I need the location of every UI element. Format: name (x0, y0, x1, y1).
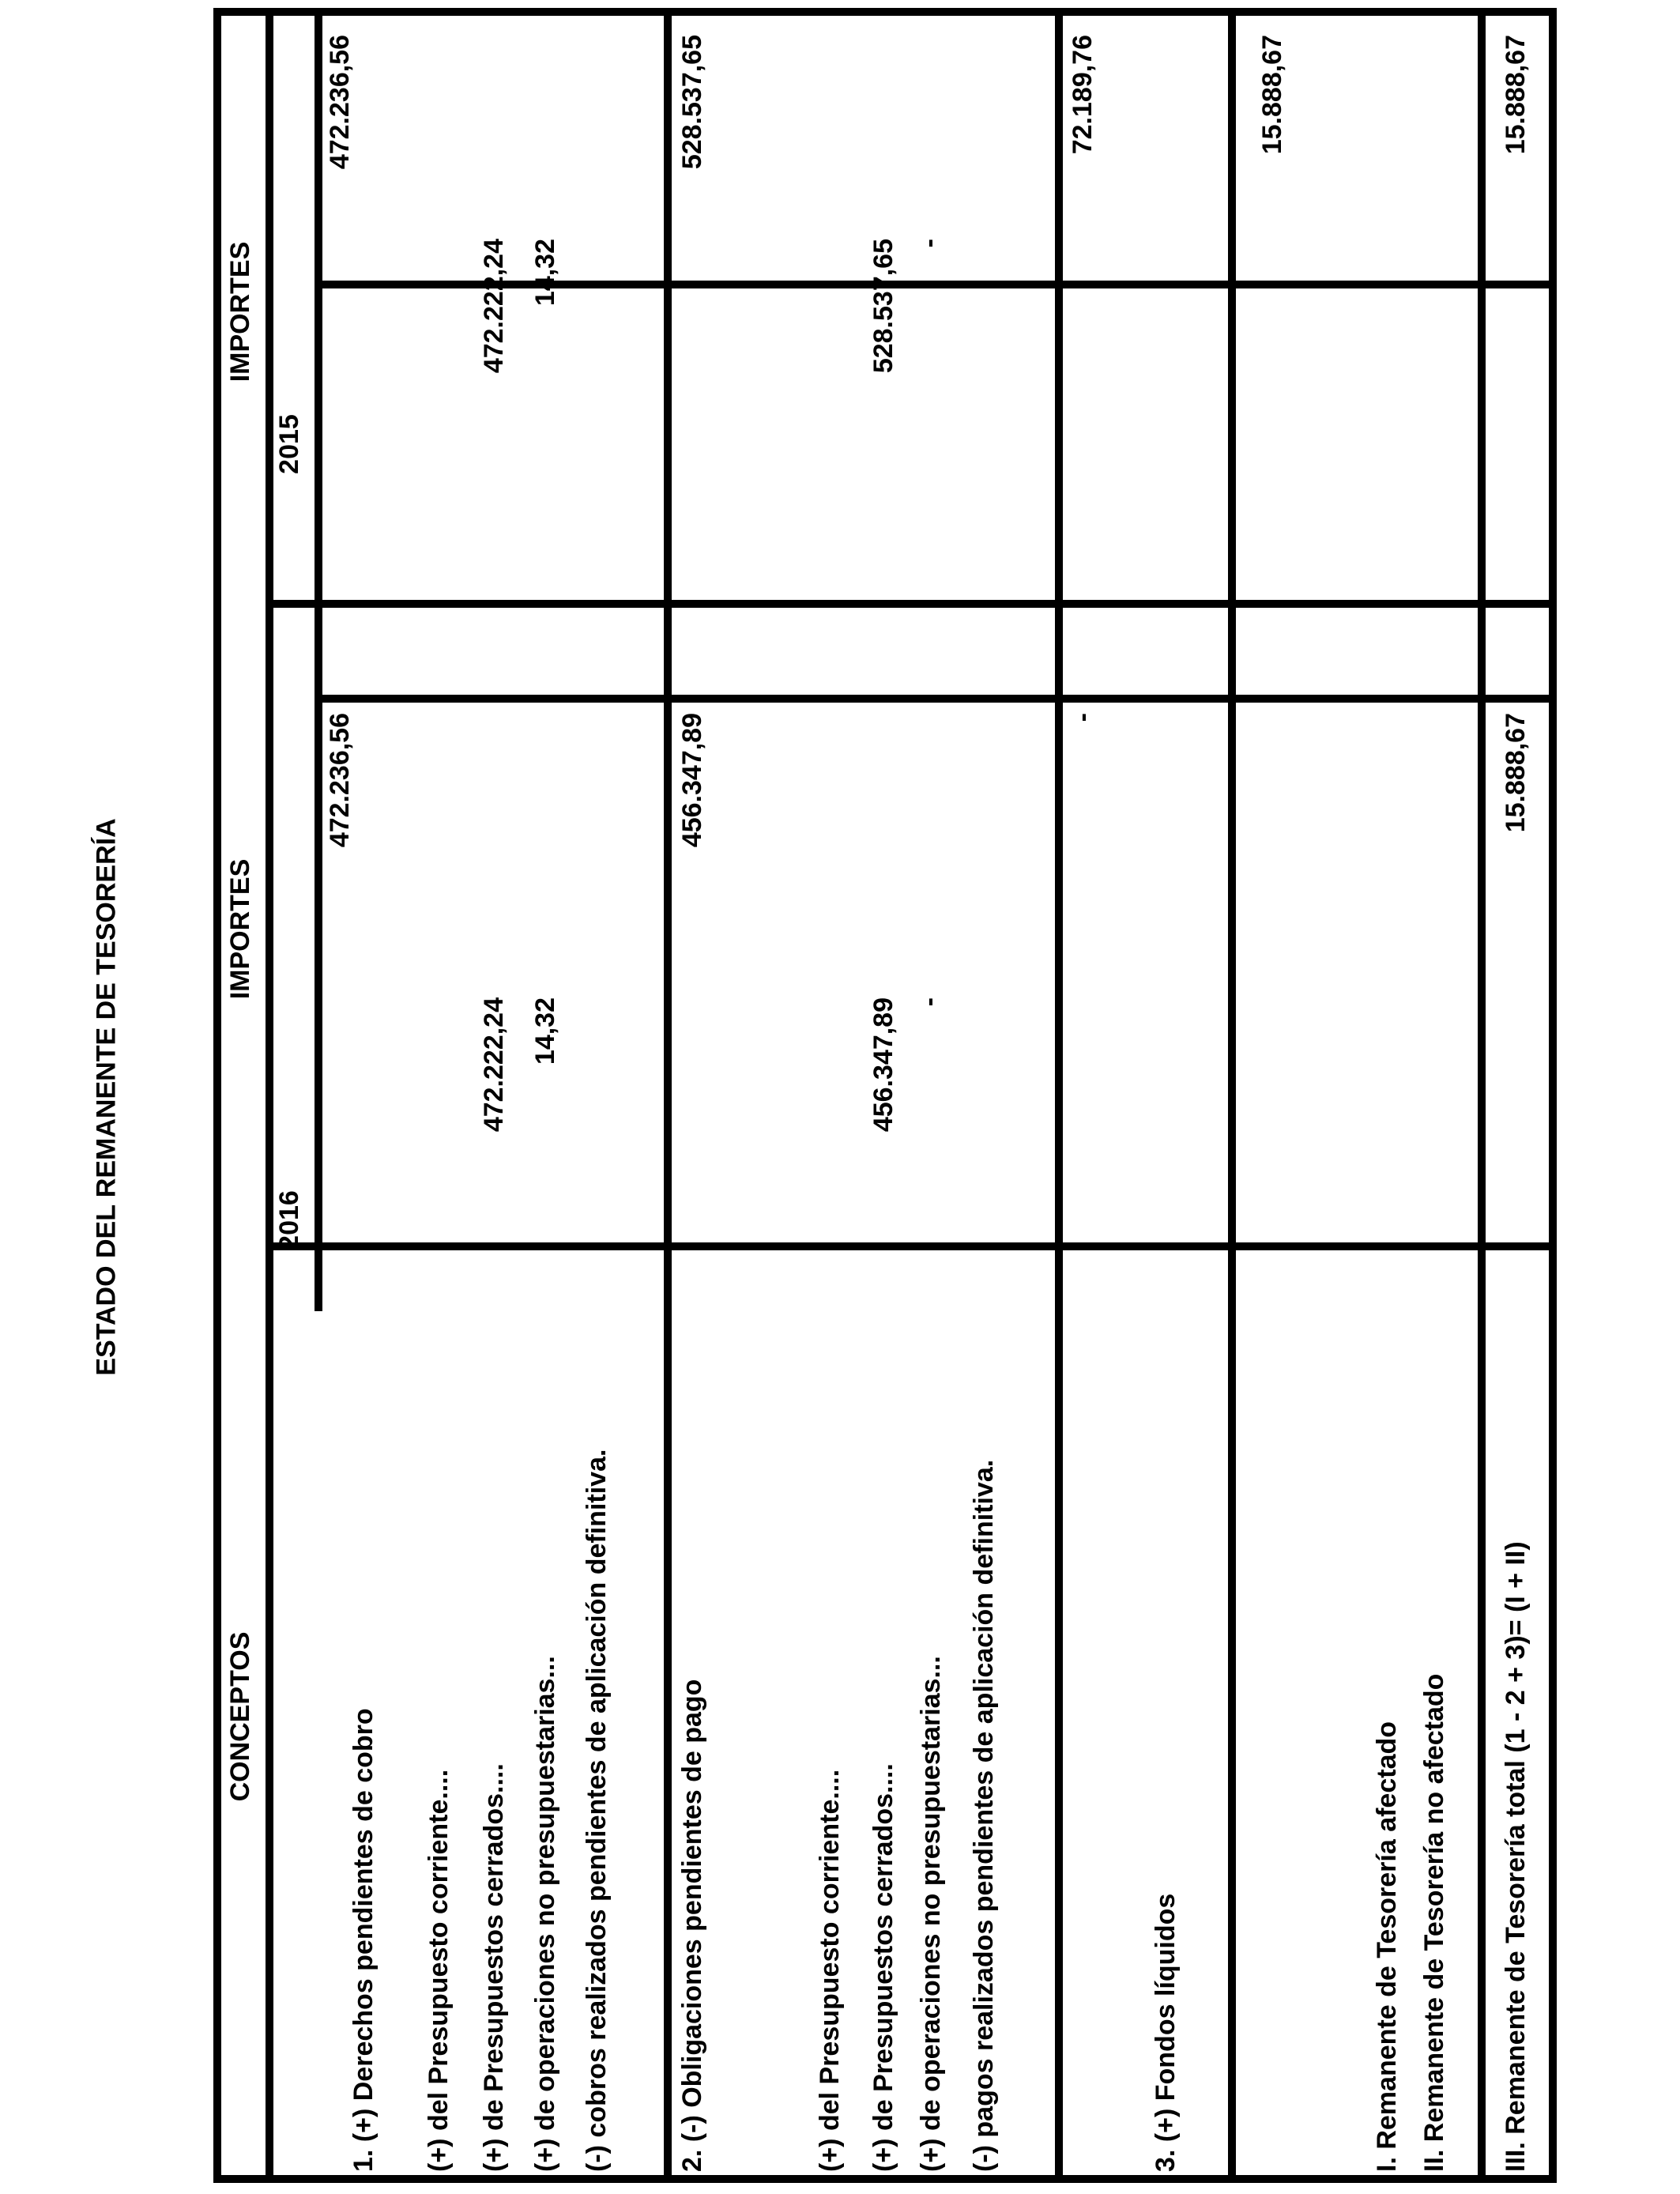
row3-divider (1228, 8, 1236, 2183)
remanente-table (213, 8, 1557, 2183)
total-divider (1478, 8, 1486, 2183)
table-border-left (213, 2175, 1557, 2183)
row2-label: 2. (-) Obligaciones pendientes de pago (677, 1679, 707, 2172)
table-border-top (213, 8, 221, 2183)
row2-item3-label: (+) de operaciones no presupuestarias... (916, 1656, 946, 2172)
row2-item1-label: (+) del Presupuesto corriente.... (815, 1769, 845, 2172)
row2-item3-2015: - (914, 239, 944, 248)
row2-total-2015: 528.537,65 (677, 35, 707, 170)
row2-item3-2016: - (914, 997, 944, 1007)
header-divider (266, 8, 273, 2183)
total-label: III. Remanente de Tesorería total (1 - 2 + 3)= (I + II) (1501, 1541, 1531, 2172)
conceptos-divider (266, 1242, 1557, 1250)
table-border-bottom (1549, 8, 1557, 2183)
total-2015: 15.888,67 (1501, 35, 1531, 155)
no-afectado-label: II. Remanente de Tesorería no afectado (1419, 1673, 1449, 2172)
subheader-divider (315, 8, 322, 1311)
col2016-detail-divider (315, 695, 1557, 703)
row1-item2-2015: 472.222,24 (479, 239, 509, 374)
header-year-2016: 2016 (274, 1190, 304, 1250)
row2-total-2016: 456.347,89 (677, 713, 707, 848)
table-border-right (213, 8, 1557, 16)
header-importes-2015: IMPORTES (225, 241, 255, 383)
row2-divider (1055, 8, 1063, 2183)
row2-item2-2016: 456.347,89 (868, 997, 898, 1133)
row1-item1-label: (+) del Presupuesto corriente.... (424, 1769, 454, 2172)
row2-item2-label: (+) de Presupuestos cerrados.... (868, 1763, 898, 2172)
header-conceptos: CONCEPTOS (225, 1631, 255, 1802)
row1-item4-label: (-) cobros realizados pendientes de aplicación definitiva. (582, 1449, 612, 2172)
row1-item2-2016: 472.222,24 (479, 997, 509, 1133)
row3-label: 3. (+) Fondos líquidos (1151, 1893, 1181, 2172)
row1-item3-2016: 14,32 (530, 997, 560, 1065)
row2-item2-2015: 528.537,65 (868, 239, 898, 374)
row1-item3-label: (+) de operaciones no presupuestarias... (530, 1656, 560, 2172)
year-divider (266, 600, 1557, 608)
afectado-label: I. Remanente de Tesorería afectado (1372, 1721, 1402, 2172)
row1-divider (664, 8, 672, 2183)
total-2016: 15.888,67 (1501, 713, 1531, 833)
header-importes-2016: IMPORTES (225, 858, 255, 1000)
row1-item3-2015: 14,32 (530, 239, 560, 307)
no-afectado-total-2015: 15.888,67 (1257, 35, 1287, 155)
row3-total-2015: 72.189,76 (1068, 35, 1098, 155)
row1-item2-label: (+) de Presupuestos cerrados.... (479, 1763, 509, 2172)
header-year-2015: 2015 (274, 414, 304, 474)
row1-total-2016: 472.236,56 (325, 713, 355, 848)
row2-item4-label: (-) pagos realizados pendientes de aplicación definitiva. (969, 1459, 999, 2172)
page-title-text: ESTADO DEL REMANENTE DE TESORERÍA (91, 818, 122, 1376)
row3-total-2016: - (1068, 713, 1098, 722)
row1-total-2015: 472.236,56 (325, 35, 355, 170)
row1-label: 1. (+) Derechos pendientes de cobro (348, 1708, 379, 2172)
